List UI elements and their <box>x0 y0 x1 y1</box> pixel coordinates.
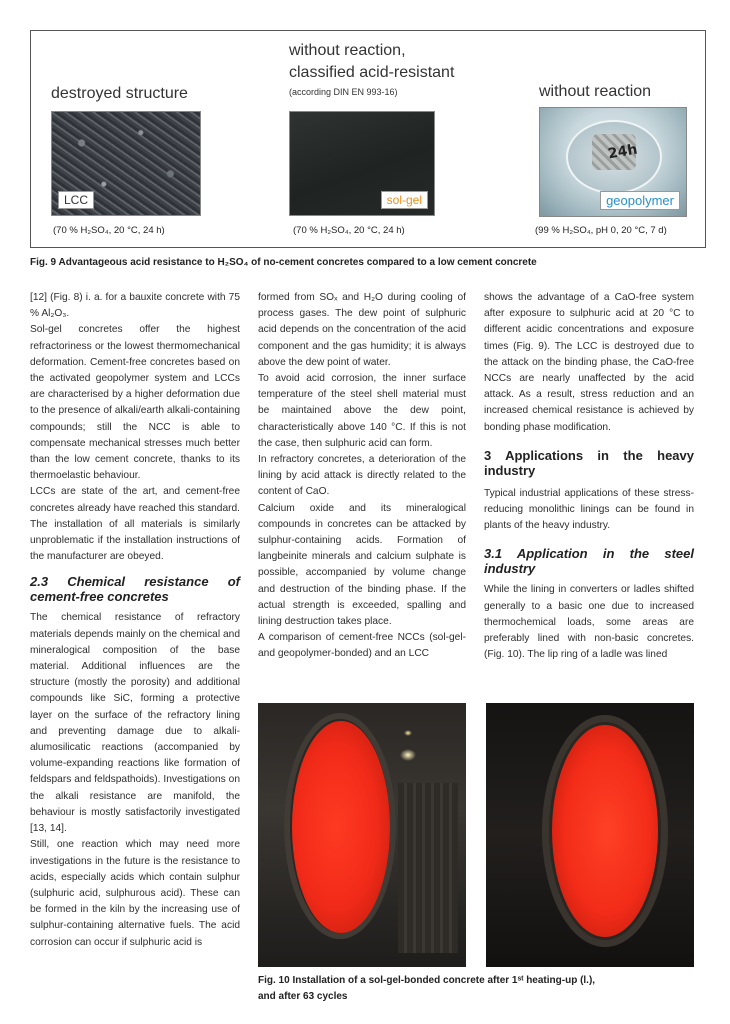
label-destroyed-structure: destroyed structure <box>51 85 188 102</box>
paragraph: In refractory concretes, a deterioration of the lining by acid attack is directly related to the content of CaO. <box>258 454 466 498</box>
paragraph: Still, one reaction which may need more investigations in the future is the resistance to acids, especially acids which contain sulphur (sulphuric acid, sulphurous acid). These can be formed in the kiln by the increasing use of sulphur-containing alternative fuels. The acid corrosion can occur if sulphuric acid is <box>30 839 240 948</box>
vial-mark: 24h <box>606 141 639 163</box>
ladle-photo-first-heatup <box>258 703 466 967</box>
condition-right: (99 % H₂SO₄, pH 0, 20 °C, 7 d) <box>535 225 667 236</box>
text-column-1 <box>30 290 240 951</box>
label-without-reaction: without reaction, <box>289 42 406 59</box>
figure-9-caption: Fig. 9 Advantageous acid resistance to H₂SO₄ of no-cement concretes compared to a low cement concrete <box>30 257 537 268</box>
paragraph: To avoid acid corrosion, the inner surface temperature of the steel shell material must be maintained above the dew point, characteristically above 140 °C. If this is not the case, then sulphuric acid can form. <box>258 373 466 449</box>
condition-left: (70 % H₂SO₄, 20 °C, 24 h) <box>53 225 165 236</box>
figure-9-panel <box>30 30 706 248</box>
text-column-2 <box>258 290 466 663</box>
paragraph: [12] (Fig. 8) i. a. for a bauxite concrete with 75 % Al₂O₃. <box>30 292 240 320</box>
section-heading-3-1: 3.1 Application in the steel industry <box>484 546 694 577</box>
paragraph: formed from SOₓ and H₂O during cooling of process gases. The dew point of sulphuric acid depends on the concentration of the acid component and the gas humidity; it is always above the dew point of water. <box>258 292 466 368</box>
paragraph: A comparison of cement-free NCCs (sol-gel- and geopolymer-bonded) and an LCC <box>258 632 466 660</box>
label-din-norm: (according DIN EN 993-16) <box>289 87 398 97</box>
geopolymer-sample-photo <box>539 107 687 217</box>
solgel-sample-photo <box>289 111 435 216</box>
paragraph: Typical industrial applications of these stress-reducing monolithic linings can be found in plants of the heavy industry. <box>484 487 694 532</box>
paragraph: LCCs are state of the art, and cement-free concretes already have reached this standard. The installation of all materials is similarly unproblematic if the installation instructions of the manufacturer are obeyed. <box>30 486 240 563</box>
ladle-photo-after-63-cycles <box>486 703 694 967</box>
solgel-tag: sol-gel <box>381 191 428 209</box>
hall-structure <box>398 783 458 953</box>
section-heading-2-3: 2.3 Chemical resistance of cement-free concretes <box>30 574 240 605</box>
lcc-tag: LCC <box>58 191 94 209</box>
section-heading-3: 3 Applications in the heavy industry <box>484 447 694 478</box>
text-column-3 <box>484 290 694 663</box>
paragraph: Calcium oxide and its mineralogical compounds in concretes can be attacked by sulphur-containing acids. Formation of langbeinite minerals and calcium sulphate is possible, accompanied by volume change and destruction of the binding phase. If the actual strength is exceeded, spalling and lining destruction takes place. <box>258 502 466 628</box>
paragraph: While the lining in converters or ladles shifted generally to a basic one due to increased thermochemical loads, some areas are preferably lined with non-basic concretes. (Fig. 10). The lip ring of a ladle was lined <box>484 584 694 661</box>
lcc-sample-photo <box>51 111 201 216</box>
glowing-lining <box>292 721 390 933</box>
label-acid-resistant: classified acid-resistant <box>289 64 455 81</box>
paragraph: shows the advantage of a CaO-free system after exposure to sulphuric acid at 20 °C to different acidic concentrations and exposure times (Fig. 9). The LCC is destroyed due to the attack on the binding phase, the CaO-free NCCs are nearly unaffected by the acid attack. As a result, stress reduction and an increased chemical resistance is achieved by bonding phase modification. <box>484 292 694 433</box>
condition-middle: (70 % H₂SO₄, 20 °C, 24 h) <box>293 225 405 236</box>
figure-10-caption-line-2: and after 63 cycles <box>258 991 348 1002</box>
label-without-reaction-right: without reaction <box>539 83 652 100</box>
paragraph: Sol-gel concretes offer the highest refractoriness or the lowest thermomechanical deformation. Cement-free concretes based on the activated geopolymer system and LCCs are characterised by a higher deformation due to the presence of alkali/earth alkali-containing compounds; still the NCC is able to compensate mechanical stresses much better than the low cement concrete, thanks to its thermoelastic behaviour. <box>30 324 240 482</box>
geopolymer-tag: geopolymer <box>600 191 680 210</box>
figure-10-caption-line-1: Fig. 10 Installation of a sol-gel-bonded concrete after 1ˢᵗ heating-up (l.), <box>258 975 596 986</box>
glowing-lining <box>552 725 658 937</box>
paragraph: The chemical resistance of refractory materials depends mainly on the chemical and mineralogical composition of the base material. Additional influences are the structure (mostly the porosity) and additional compounds like SiC, forming a protective layer on the surface of the refractory lining and preventing damage due to alkali-alumosilicatic reactions (accompanied by volume-expanding reactions like formation of feldspars and feldspathoids). Investigations on the alkali resistance are manifold, the behaviour is mostly satisfactorily investigated [13, 14]. <box>30 612 240 835</box>
